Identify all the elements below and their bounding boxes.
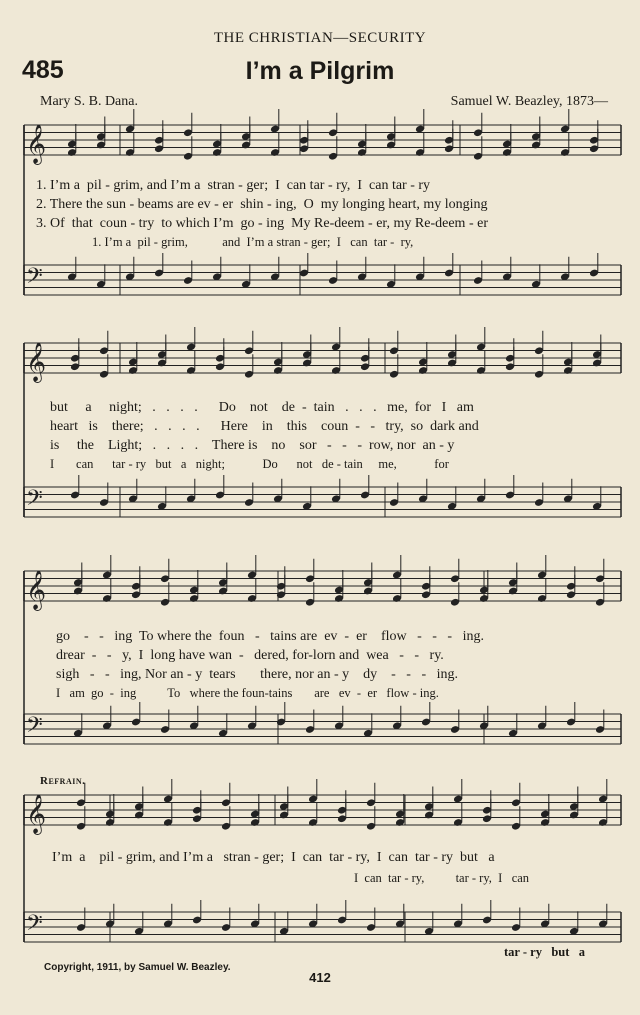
refrain-line: I’m a pil - grim, and I’m a stran - ger; I can tar - ry, I can tar - ry but a — [52, 850, 495, 865]
page-number: 412 — [309, 970, 331, 985]
svg-text:𝄢: 𝄢 — [26, 486, 43, 516]
copyright-notice: Copyright, 1911, by Samuel W. Beazley. — [44, 962, 231, 973]
svg-text:𝄢: 𝄢 — [26, 713, 43, 743]
verse-1-line-1: 1. I’m a pil - grim, and I’m a stran - ger; I can tar - ry, I can tar - ry — [36, 178, 431, 193]
verse-1-line-2: but a night; . . . . Do not de - tain . . . me, for I am — [50, 400, 474, 415]
svg-text:𝄢: 𝄢 — [26, 911, 43, 941]
verse-3-line-2: is the Light; . . . . There is no sor - - - row, nor an - y — [50, 438, 455, 453]
verse-3-line-3: sigh - - ing, Nor an - y tears there, nor an - y dy - - - ing. — [56, 667, 459, 682]
verse-2-line-3: drear - - y, I long have wan - dered, for-lorn and wea - - ry. — [56, 648, 444, 663]
refrain-label: Refrain. — [40, 775, 86, 787]
hymn-number: 485 — [22, 56, 64, 84]
hymn-title: I’m a Pilgrim — [245, 57, 395, 85]
svg-text:𝄢: 𝄢 — [26, 264, 43, 294]
bass-lyric-line-2: I can tar - ry but a night; Do not de - tain me, for — [50, 457, 449, 471]
composer-credit: Samuel W. Beazley, 1873— — [450, 94, 608, 109]
author-credit: Mary S. B. Dana. — [40, 94, 138, 109]
svg-text:𝄞: 𝄞 — [26, 342, 47, 382]
refrain-bass-line: tar - ry but a — [504, 945, 586, 959]
section-header: THE CHRISTIAN—SECURITY — [213, 30, 427, 46]
svg-text:𝄞: 𝄞 — [26, 124, 47, 164]
verse-3-line-1: 3. Of that coun - try to which I’m go - ing My Re-deem - er, my Re-deem - er — [36, 216, 488, 231]
bass-lyric-line-3: I am go - ing To where the foun-tains are ev - er flow - ing. — [56, 686, 439, 700]
svg-text:𝄞: 𝄞 — [26, 794, 47, 834]
bass-lyric-line-1: 1. I’m a pil - grim, and I’m a stran - ger; I can tar - ry, — [92, 235, 414, 249]
refrain-tenor-line: I can tar - ry, tar - ry, I can — [354, 871, 530, 885]
verse-2-line-1: 2. There the sun - beams are ev - er shin - ing, O my longing heart, my longing — [36, 197, 488, 212]
verse-2-line-2: heart is there; . . . . Here in this coun - - try, so dark and — [50, 419, 479, 434]
svg-text:𝄞: 𝄞 — [26, 570, 47, 610]
verse-1-line-3: go - - ing To where the foun - tains are ev - er flow - - - ing. — [56, 629, 484, 644]
